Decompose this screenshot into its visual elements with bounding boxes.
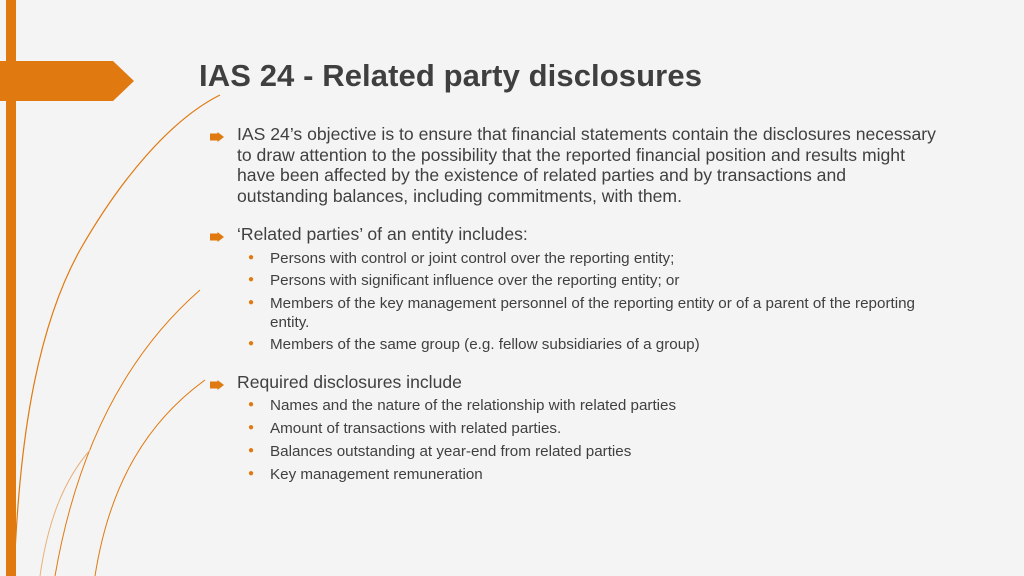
bullet-related-parties	[210, 224, 940, 355]
bullet-text: IAS 24’s objective is to ensure that financial statements contain the disclosures necessary to draw attention to the possibility that the reported financial position and results might have been affected by the existence of related parties and by transactions and outstanding balances, including commitments, with them.	[237, 124, 936, 207]
arrow-bullet-icon	[210, 229, 224, 247]
list-item: ● Key management remuneration	[248, 465, 483, 483]
arrow-bullet-icon	[210, 129, 224, 147]
slide-title: IAS 24 - Related party disclosures	[199, 58, 703, 93]
decorative-curve	[95, 380, 205, 576]
sub-bullet-list	[237, 397, 940, 484]
dot-bullet-icon: ●	[248, 274, 255, 286]
title-arrow-banner	[0, 61, 134, 101]
list-item: ● Names and the nature of the relationship with related parties	[248, 397, 677, 415]
dot-bullet-icon: ●	[248, 251, 255, 263]
dot-bullet-icon: ●	[248, 467, 255, 479]
dot-bullet-icon: ●	[248, 422, 255, 434]
list-item: ● Members of the key management personnel of the reporting entity or of a parent of the reporting entity.	[248, 295, 915, 331]
dot-bullet-icon: ●	[248, 338, 255, 350]
list-item: ● Balances outstanding at year-end from related parties	[248, 443, 632, 461]
bullet-objective	[210, 124, 940, 207]
bullet-text: ‘Related parties’ of an entity includes:	[237, 223, 528, 244]
bullet-required-disclosures	[210, 372, 940, 485]
dot-bullet-icon: ●	[248, 297, 255, 309]
list-item: ● Members of the same group (e.g. fellow subsidiaries of a group)	[248, 336, 700, 354]
list-item: ● Amount of transactions with related parties.	[248, 420, 562, 438]
sub-bullet-list	[237, 250, 940, 355]
decorative-curve	[14, 95, 220, 576]
arrow-bullet-icon	[210, 377, 224, 395]
slide-content	[210, 124, 940, 489]
decorative-curve	[55, 290, 200, 576]
list-item: ● Persons with significant influence over the reporting entity; or	[248, 272, 680, 290]
dot-bullet-icon: ●	[248, 445, 255, 457]
bullet-text: Required disclosures include	[237, 371, 462, 392]
dot-bullet-icon: ●	[248, 399, 255, 411]
list-item: ● Persons with control or joint control over the reporting entity;	[248, 249, 675, 267]
